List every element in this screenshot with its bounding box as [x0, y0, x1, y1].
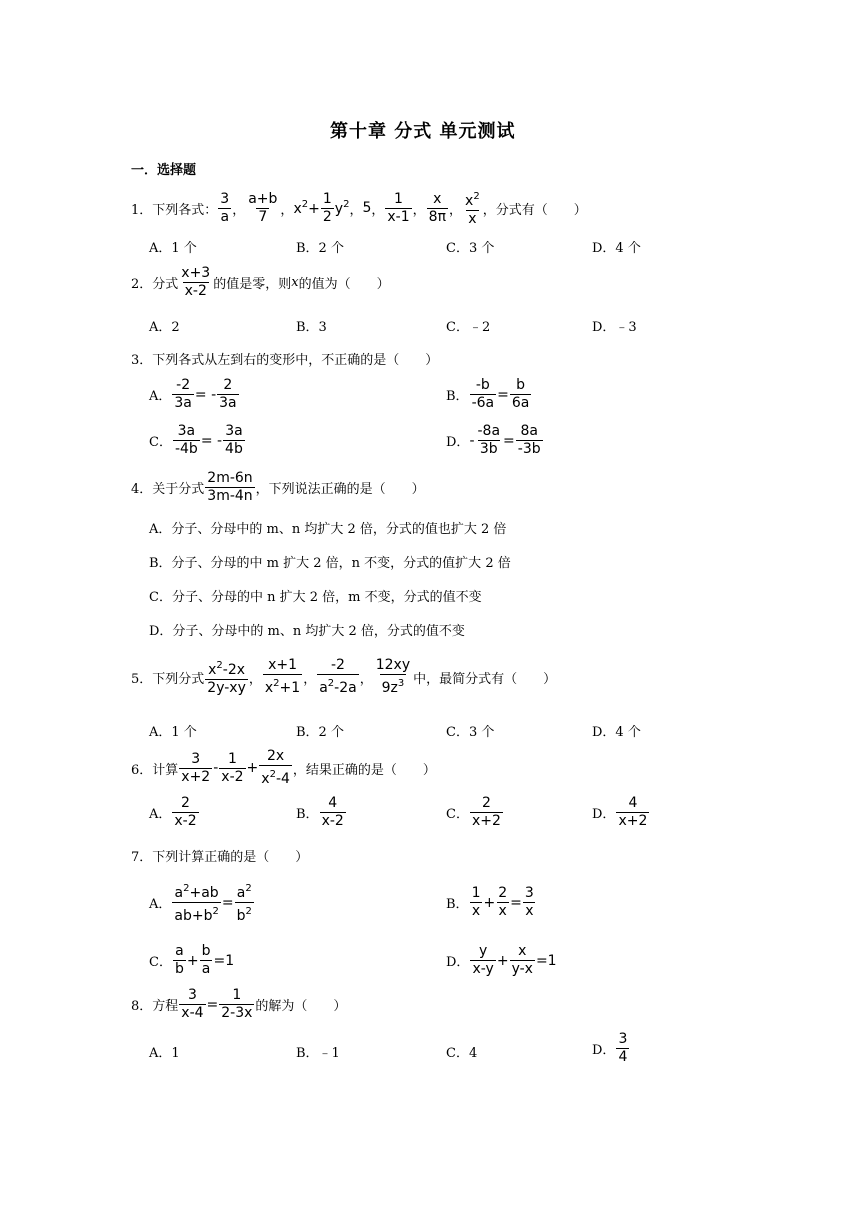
option-a[interactable]: A． $\frac{2}{x-2}$ — [149, 795, 197, 829]
option-a[interactable]: A．1 个 — [149, 725, 197, 740]
option-d[interactable]: D． $\frac{3}{4}$ — [592, 1031, 628, 1065]
expr-fraction: $\frac{x+3}{x-2}$ — [181, 265, 211, 299]
option-d[interactable]: D． - $\frac{-8a}{3b}$ = $\frac{8a}{-3b}$ — [446, 423, 541, 457]
option-a[interactable]: A．1 — [149, 1046, 180, 1061]
expr-polynomial: $x^2+$ — [293, 199, 320, 217]
option-a[interactable]: A．1 个 — [149, 241, 197, 256]
question-5-stem: 5．下列分式 $\frac{x^2-2x}{2y-xy}$ ， $\frac{x+1}{x^2+1}$ ， $\frac{-2}{a^2-2a}$ ， $\frac{12xy}{9z^3}$ 中，最简分式有（ ） — [131, 657, 557, 696]
option-b[interactable]: B． $\frac{-b}{-6a}$ = $\frac{b}{6a}$ — [446, 377, 530, 411]
question-6-stem: 6．计算 $\frac{3}{x+2}$ - $\frac{1}{x-2}$ + $\frac{2x}{x^2-4}$ ，结果正确的是（ ） — [131, 748, 436, 787]
option-a[interactable]: A． $\frac{a^2+ab}{ab+b^2}$ = $\frac{a^2}{b^2}$ — [149, 883, 252, 924]
option-d[interactable]: D．﹣3 — [592, 320, 637, 335]
option-b[interactable]: B．分子、分母的中 m 扩大 2 倍，n 不变，分式的值扩大 2 倍 — [149, 556, 511, 571]
question-1-stem: 1．下列各式： $\frac{3}{a}$ ， $\frac{a+b}{7}$ ， $x^2+$ $\frac{1}{2}$ $y^2$ ， 5 ， $\frac{1}{x-1}$ ， $\frac{x}{8\pi}$ ， $\frac{x^2}{x}$ ，分式有（ ） — [131, 188, 587, 228]
option-c[interactable]: C．3 个 — [446, 241, 495, 256]
question-4-stem: 4．关于分式 $\frac{2m-6n}{3m-4n}$ ，下列说法正确的是（ ） — [131, 470, 425, 504]
option-b[interactable]: B．2 个 — [296, 241, 344, 256]
option-d[interactable]: D． $\frac{y}{x-y}$ + $\frac{x}{y-x}$ =1 — [446, 943, 557, 977]
option-c[interactable]: C．分子、分母的中 n 扩大 2 倍，m 不变，分式的值不变 — [149, 590, 482, 605]
option-c[interactable]: C．3 个 — [446, 725, 495, 740]
expr-fraction: $\frac{x}{8\pi}$ — [428, 190, 446, 225]
option-d[interactable]: D．分子、分母中的 m、n 均扩大 2 倍，分式的值不变 — [149, 624, 465, 639]
expr-fraction: $\frac{3}{a}$ — [220, 190, 230, 225]
question-7-stem: 7．下列计算正确的是（ ） — [131, 850, 309, 865]
option-c[interactable]: C． $\frac{2}{x+2}$ — [446, 795, 501, 829]
expr-fraction: $\frac{2m-6n}{3m-4n}$ — [207, 470, 253, 504]
question-8-stem: 8．方程 $\frac{3}{x-4}$ = $\frac{1}{2-3x}$ 的解为（ ） — [131, 987, 347, 1021]
option-d[interactable]: D．4 个 — [592, 725, 641, 740]
option-b[interactable]: B． $\frac{4}{x-2}$ — [296, 795, 344, 829]
page-title: 第十章 分式 单元测试 — [330, 121, 516, 142]
option-d[interactable]: D．4 个 — [592, 241, 641, 256]
expr-fraction: $\frac{1}{2}$ — [322, 190, 332, 225]
option-c[interactable]: C． $\frac{a}{b}$ + $\frac{b}{a}$ =1 — [149, 943, 235, 977]
expr-fraction: $\frac{1}{x-1}$ — [387, 190, 410, 225]
option-a[interactable]: A．2 — [149, 320, 180, 335]
option-b[interactable]: B．﹣1 — [296, 1046, 340, 1061]
option-c[interactable]: C．﹣2 — [446, 320, 491, 335]
question-2-stem: 2．分式 $\frac{x+3}{x-2}$ 的值是零，则 x 的值为（ ） — [131, 265, 390, 299]
option-c[interactable]: C．4 — [446, 1046, 478, 1061]
option-b[interactable]: B． $\frac{1}{x}$ + $\frac{2}{x}$ = $\frac{3}{x}$ — [446, 885, 534, 919]
expr-fraction: $\frac{a+b}{7}$ — [248, 190, 278, 225]
option-b[interactable]: B．2 个 — [296, 725, 344, 740]
expr-fraction: $\frac{x^2}{x}$ — [465, 191, 480, 227]
expr-number: 5 — [362, 200, 372, 216]
section-heading: 一．选择题 — [131, 163, 197, 178]
option-c[interactable]: C． $\frac{3a}{-4b}$ = - $\frac{3a}{4b}$ — [149, 423, 243, 457]
option-a[interactable]: A． $\frac{-2}{3a}$ = - $\frac{2}{3a}$ — [149, 377, 237, 411]
question-3-stem: 3．下列各式从左到右的变形中，不正确的是（ ） — [131, 353, 439, 368]
option-b[interactable]: B．3 — [296, 320, 327, 335]
option-a[interactable]: A．分子、分母中的 m、n 均扩大 2 倍，分式的值也扩大 2 倍 — [149, 522, 507, 537]
option-d[interactable]: D． $\frac{4}{x+2}$ — [592, 795, 648, 829]
